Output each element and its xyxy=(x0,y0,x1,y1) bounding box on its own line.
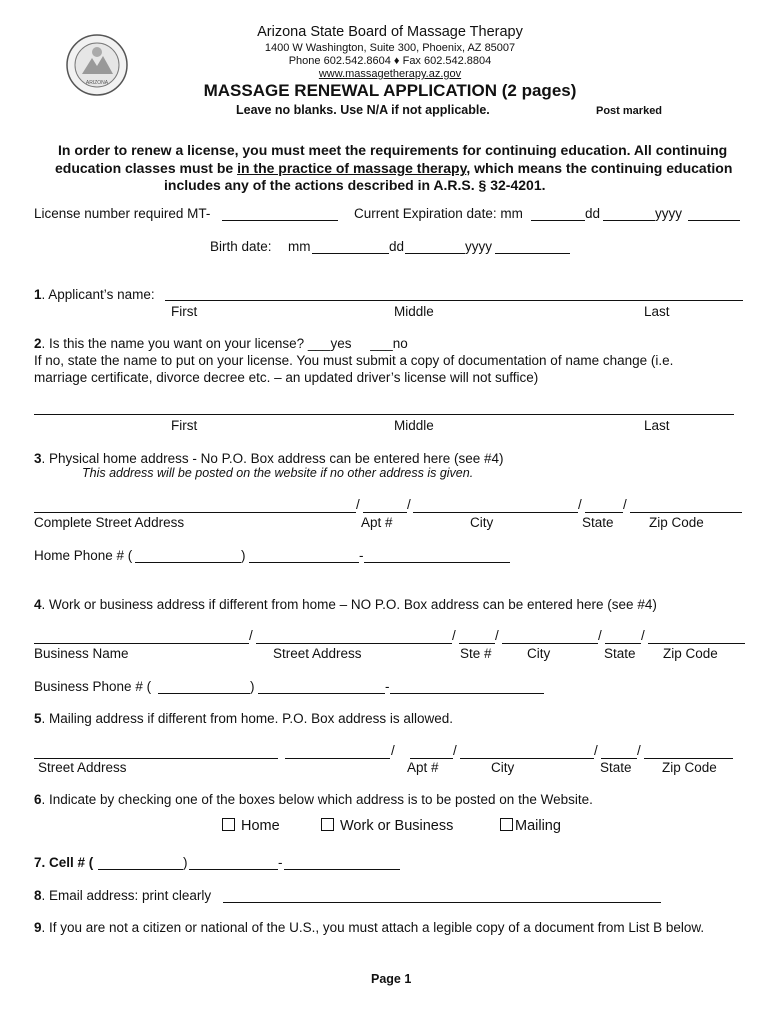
birth-dd-label: dd xyxy=(389,239,405,254)
mailing-zip-field[interactable] xyxy=(644,758,733,759)
q2-middle-label: Middle xyxy=(394,418,434,433)
q2-line-2: If no, state the name to put on your license. You must submit a copy of documentation of name change (i.e. xyxy=(34,353,674,368)
birth-mm-label: mm xyxy=(288,239,311,254)
separator: / xyxy=(356,497,360,512)
expiration-dd-label: dd xyxy=(585,206,601,221)
board-name: Arizona State Board of Massage Therapy xyxy=(257,24,523,40)
birth-yyyy-label: yyyy xyxy=(465,239,492,254)
intro-line-3: includes any of the actions described in A.R.S. § 32-4201. xyxy=(164,177,546,193)
cell-phone-line-field[interactable] xyxy=(284,869,400,870)
business-state-field[interactable] xyxy=(605,643,641,644)
post-marked-label: Post marked xyxy=(596,105,663,117)
birth-date-label: Birth date: xyxy=(210,239,272,254)
mailing-street-2-field[interactable] xyxy=(285,758,390,759)
business-street-label: Street Address xyxy=(273,646,362,661)
business-phone-line-field[interactable] xyxy=(390,693,544,694)
mailing-apt-field[interactable] xyxy=(410,758,453,759)
q2-yes-option[interactable]: ___yes xyxy=(307,336,352,351)
checkbox-work-or-business[interactable]: Work or Business xyxy=(321,818,453,834)
q3-note: This address will be posted on the website if no other address is given. xyxy=(82,466,474,480)
business-zip-label: Zip Code xyxy=(663,646,718,661)
home-state-label: State xyxy=(582,515,614,530)
q4-question: 4. Work or business address if different from home – NO P.O. Box address can be entered here (see #4) xyxy=(34,597,657,612)
business-state-label: State xyxy=(604,646,636,661)
q2-first-label: First xyxy=(171,418,198,433)
mailing-city-label: City xyxy=(491,760,515,775)
q1-last-label: Last xyxy=(644,304,670,319)
form-instruction: Leave no blanks. Use N/A if not applicable. xyxy=(236,103,490,117)
home-phone-line-field[interactable] xyxy=(364,562,510,563)
business-zip-field[interactable] xyxy=(648,643,745,644)
home-zip-field[interactable] xyxy=(630,512,742,513)
separator: / xyxy=(407,497,411,512)
business-ste-field[interactable] xyxy=(459,643,495,644)
business-city-field[interactable] xyxy=(502,643,598,644)
q2-last-label: Last xyxy=(644,418,670,433)
cell-phone-prefix-field[interactable] xyxy=(189,869,278,870)
home-apt-field[interactable] xyxy=(363,512,407,513)
business-name-label: Business Name xyxy=(34,646,129,661)
separator: / xyxy=(453,743,457,758)
home-street-field[interactable] xyxy=(34,512,356,513)
separator: ) xyxy=(183,855,188,870)
separator: / xyxy=(594,743,598,758)
separator: - xyxy=(278,855,283,870)
separator: / xyxy=(641,628,645,643)
separator: / xyxy=(578,497,582,512)
intro-line-2: education classes must be in the practice of massage therapy, which means the continuing education xyxy=(55,160,733,176)
board-website-link[interactable]: www.massagetherapy.az.gov xyxy=(318,68,462,80)
q8-label: 8. Email address: print clearly xyxy=(34,888,212,903)
separator: / xyxy=(452,628,456,643)
q5-question: 5. Mailing address if different from home. P.O. Box address is allowed. xyxy=(34,711,453,726)
license-number-label: License number required MT- xyxy=(34,206,211,221)
separator: / xyxy=(391,743,395,758)
business-name-field[interactable] xyxy=(34,643,249,644)
checkbox-mailing[interactable]: Mailing xyxy=(500,818,561,834)
home-city-field[interactable] xyxy=(413,512,578,513)
separator: / xyxy=(637,743,641,758)
q1-first-label: First xyxy=(171,304,198,319)
board-phone-fax: Phone 602.542.8604 ♦ Fax 602.542.8804 xyxy=(288,55,492,67)
home-phone-area-field[interactable] xyxy=(135,562,241,563)
separator: / xyxy=(623,497,627,512)
separator: - xyxy=(385,679,390,694)
q1-label: 1. Applicant’s name: xyxy=(34,287,155,302)
home-street-label: Complete Street Address xyxy=(34,515,185,530)
business-city-label: City xyxy=(527,646,551,661)
mailing-street-label: Street Address xyxy=(38,760,127,775)
board-address: 1400 W Washington, Suite 300, Phoenix, AZ 85007 xyxy=(264,42,516,54)
checkbox-icon xyxy=(222,818,235,831)
separator: - xyxy=(359,548,364,563)
home-city-label: City xyxy=(470,515,494,530)
q6-question: 6. Indicate by checking one of the boxes below which address is to be posted on the Website. xyxy=(34,792,593,807)
business-phone-area-field[interactable] xyxy=(158,693,250,694)
business-phone-label: Business Phone # ( xyxy=(34,679,152,694)
checkbox-icon xyxy=(321,818,334,831)
expiration-mm-field[interactable] xyxy=(531,220,585,221)
license-number-field[interactable] xyxy=(222,220,338,221)
separator: / xyxy=(598,628,602,643)
q1-middle-label: Middle xyxy=(394,304,434,319)
separator: / xyxy=(249,628,253,643)
q2-no-option[interactable]: ___no xyxy=(370,336,408,351)
home-phone-label: Home Phone # ( xyxy=(34,548,133,563)
home-state-field[interactable] xyxy=(585,512,623,513)
cell-phone-label: 7. Cell # ( xyxy=(34,855,94,870)
checkbox-icon xyxy=(500,818,513,831)
separator: / xyxy=(495,628,499,643)
expiration-dd-field[interactable] xyxy=(603,220,655,221)
form-title: MASSAGE RENEWAL APPLICATION (2 pages) xyxy=(203,81,577,100)
expiration-label: Current Expiration date: mm xyxy=(354,206,523,221)
q2-line-3: marriage certificate, divorce decree etc. – an updated driver’s license will not suffice) xyxy=(34,370,539,385)
svg-text:ARIZONA: ARIZONA xyxy=(85,80,109,86)
mailing-city-field[interactable] xyxy=(460,758,594,759)
email-field[interactable] xyxy=(223,902,661,903)
applicant-name-field[interactable] xyxy=(165,300,743,301)
birth-mm-field[interactable] xyxy=(312,253,389,254)
expiration-yyyy-field[interactable] xyxy=(688,220,740,221)
birth-dd-field[interactable] xyxy=(405,253,465,254)
license-name-field[interactable] xyxy=(34,414,734,415)
mailing-zip-label: Zip Code xyxy=(662,760,717,775)
intro-line-1: In order to renew a license, you must meet the requirements for continuing education. All continuing xyxy=(58,142,728,158)
page-number: Page 1 xyxy=(371,972,412,986)
expiration-yyyy-label: yyyy xyxy=(655,206,682,221)
cell-phone-area-field[interactable] xyxy=(98,869,183,870)
mailing-state-label: State xyxy=(600,760,632,775)
q2-question: 2. Is this the name you want on your license? ___yes ___no xyxy=(34,336,408,351)
mailing-apt-label: Apt # xyxy=(407,760,439,775)
checkbox-home[interactable]: Home xyxy=(222,818,280,834)
mailing-state-field[interactable] xyxy=(601,758,637,759)
birth-yyyy-field[interactable] xyxy=(495,253,570,254)
home-zip-label: Zip Code xyxy=(649,515,704,530)
business-ste-label: Ste # xyxy=(460,646,492,661)
q3-question: 3. Physical home address - No P.O. Box address can be entered here (see #4) xyxy=(34,451,504,466)
business-phone-prefix-field[interactable] xyxy=(258,693,385,694)
mailing-street-field[interactable] xyxy=(34,758,278,759)
home-phone-prefix-field[interactable] xyxy=(249,562,359,563)
separator: ) xyxy=(250,679,255,694)
home-apt-label: Apt # xyxy=(361,515,393,530)
business-street-field[interactable] xyxy=(256,643,452,644)
q9-text: 9. If you are not a citizen or national of the U.S., you must attach a legible copy of a document from List B below. xyxy=(34,920,705,935)
state-seal-logo xyxy=(66,34,128,96)
separator: ) xyxy=(241,548,246,563)
